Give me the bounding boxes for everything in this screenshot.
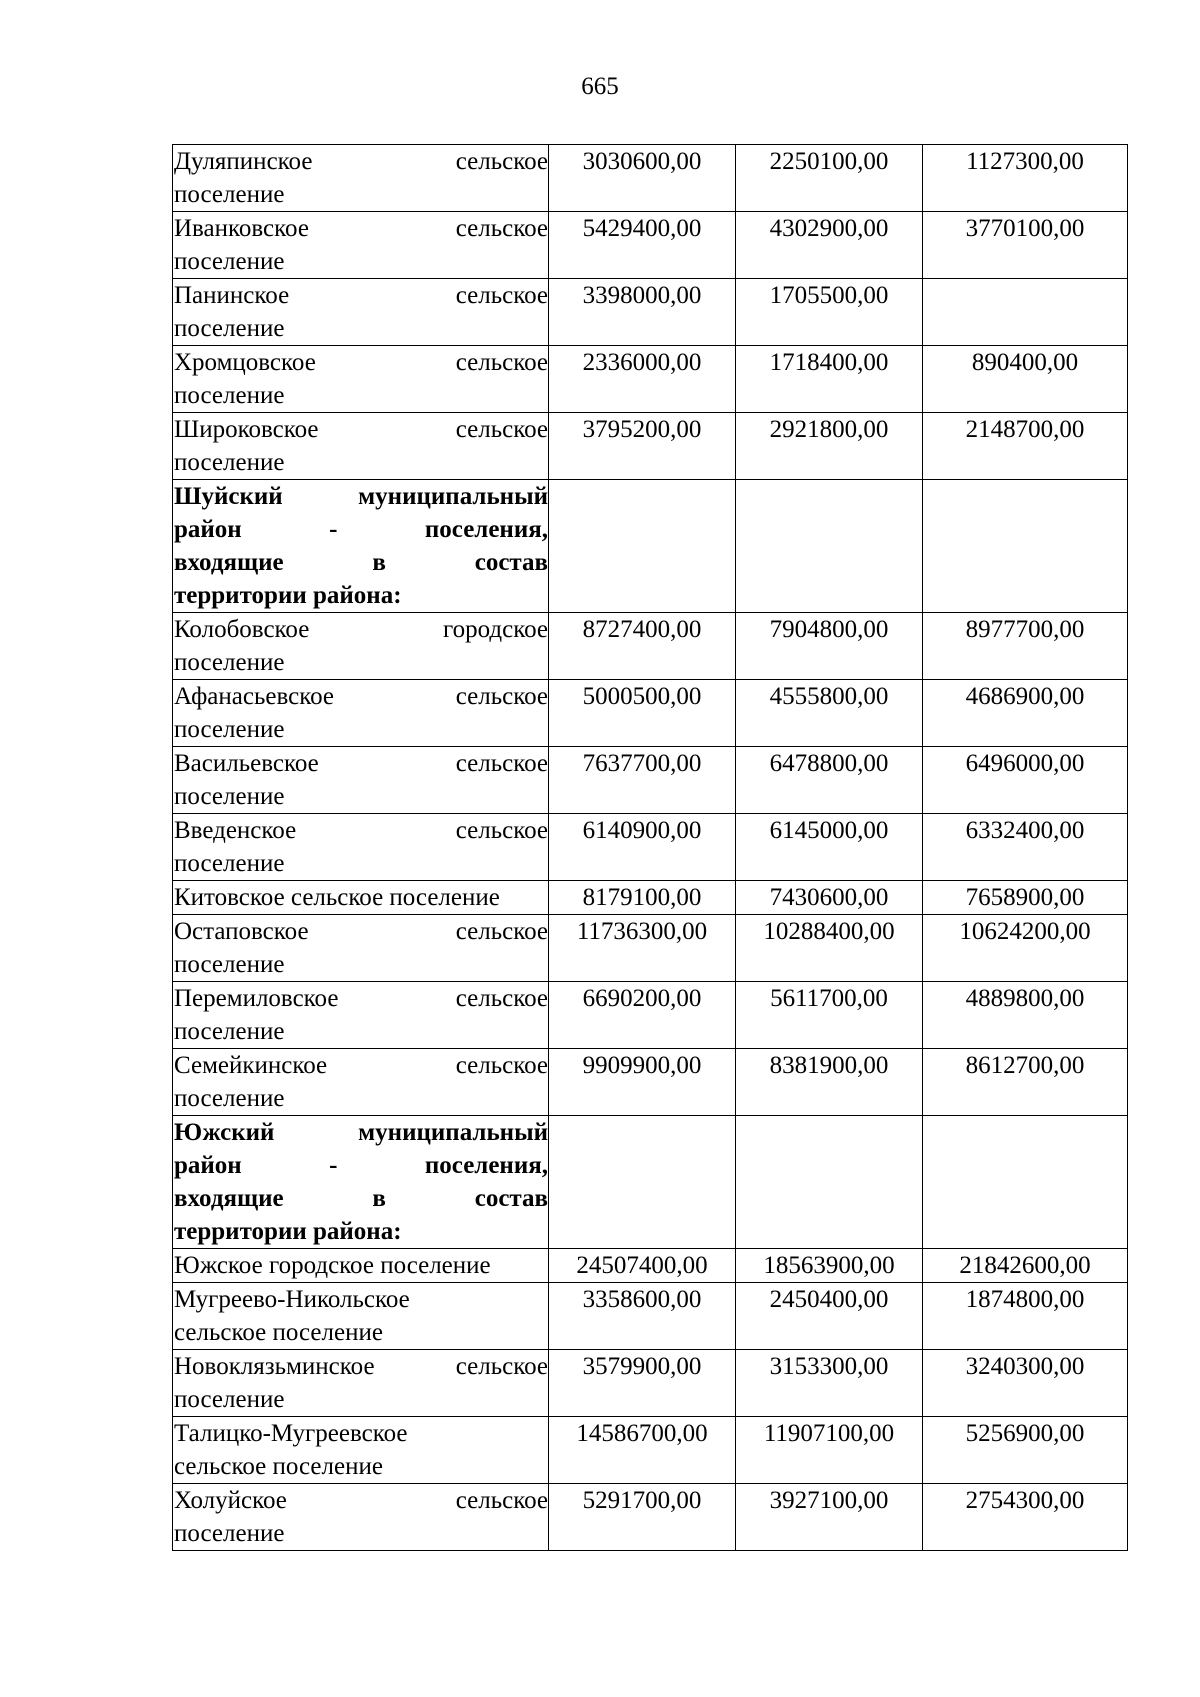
name-line: [174, 413, 548, 446]
name-word: Панинское: [174, 282, 290, 309]
name-word: поселение: [174, 449, 285, 476]
amount-cell-2: 8381900,00: [736, 1049, 923, 1116]
name-line: [174, 1249, 548, 1282]
name-word: -: [329, 516, 338, 543]
amount-cell-1: 8727400,00: [549, 613, 736, 680]
name-line: [174, 312, 548, 345]
settlement-name-cell: [173, 413, 549, 480]
settlement-name-cell: [173, 480, 549, 613]
amount-cell-1: 3358600,00: [549, 1283, 736, 1350]
amount-cell-1: 6690200,00: [549, 982, 736, 1049]
amount-cell-3: 10624200,00: [923, 915, 1128, 982]
name-word: Остаповское: [174, 918, 309, 945]
name-word: район: [174, 1152, 242, 1179]
settlement-name-cell: [173, 212, 549, 279]
name-word: Шуйский: [174, 483, 283, 510]
name-line: [174, 1316, 548, 1349]
amount-cell-1: 3398000,00: [549, 279, 736, 346]
name-line: [174, 915, 548, 948]
amount-cell-2: [736, 480, 923, 613]
amount-cell-2: 18563900,00: [736, 1249, 923, 1283]
name-word: городское: [442, 616, 548, 643]
name-word: сельское: [455, 215, 548, 242]
amount-cell-1: 3030600,00: [549, 145, 736, 212]
name-word: в: [372, 549, 386, 576]
name-word: входящие: [174, 549, 284, 576]
amount-cell-3: 4889800,00: [923, 982, 1128, 1049]
amount-cell-3: 2754300,00: [923, 1484, 1128, 1551]
settlement-name-cell: [173, 1350, 549, 1417]
table-row: [173, 1350, 1128, 1417]
amount-cell-3: [923, 480, 1128, 613]
amount-cell-2: 7904800,00: [736, 613, 923, 680]
settlement-name-cell: [173, 279, 549, 346]
name-word: сельское: [455, 349, 548, 376]
amount-cell-1: 5000500,00: [549, 680, 736, 747]
table-row: [173, 1049, 1128, 1116]
name-line: [174, 1116, 548, 1149]
amount-cell-3: 2148700,00: [923, 413, 1128, 480]
name-word: территории района:: [174, 1218, 402, 1245]
name-line: [174, 1417, 548, 1450]
amount-cell-3: 5256900,00: [923, 1417, 1128, 1484]
amount-cell-1: 8179100,00: [549, 881, 736, 915]
settlement-name-cell: [173, 613, 549, 680]
amount-cell-2: 2921800,00: [736, 413, 923, 480]
amount-cell-1: 5429400,00: [549, 212, 736, 279]
settlement-name-cell: [173, 747, 549, 814]
name-word: -: [329, 1152, 338, 1179]
name-word: Введенское: [174, 817, 297, 844]
section-header-row: [173, 480, 1128, 613]
name-line: [174, 480, 548, 513]
name-word: сельское: [455, 750, 548, 777]
name-word: Южский: [174, 1119, 275, 1146]
amount-cell-2: 1705500,00: [736, 279, 923, 346]
settlement-name-cell: [173, 1249, 549, 1283]
name-word: поселение: [174, 1085, 285, 1112]
table-row: [173, 881, 1128, 915]
amount-cell-2: 7430600,00: [736, 881, 923, 915]
name-word: Иванковское: [174, 215, 309, 242]
name-word: Семейкинское: [174, 1052, 328, 1079]
name-line: [174, 1049, 548, 1082]
name-word: состав: [474, 549, 548, 576]
name-word: поселение: [174, 382, 285, 409]
name-line: [174, 145, 548, 178]
name-word: Китовское сельское поселение: [174, 884, 500, 911]
settlement-name-cell: [173, 814, 549, 881]
settlement-name-cell: [173, 1116, 549, 1249]
amount-cell-3: 8977700,00: [923, 613, 1128, 680]
settlement-name-cell: [173, 1417, 549, 1484]
amount-cell-1: 7637700,00: [549, 747, 736, 814]
name-word: поселение: [174, 315, 285, 342]
amount-cell-1: 3579900,00: [549, 1350, 736, 1417]
table-row: [173, 613, 1128, 680]
amount-cell-2: 4302900,00: [736, 212, 923, 279]
name-word: Мугреево-Никольское: [174, 1286, 410, 1313]
name-line: [174, 982, 548, 1015]
amount-cell-3: 7658900,00: [923, 881, 1128, 915]
amount-cell-2: [736, 1116, 923, 1249]
table-row: [173, 212, 1128, 279]
amount-cell-3: 4686900,00: [923, 680, 1128, 747]
amount-cell-3: 21842600,00: [923, 1249, 1128, 1283]
amount-cell-1: 6140900,00: [549, 814, 736, 881]
name-line: [174, 780, 548, 813]
name-line: [174, 212, 548, 245]
amount-cell-2: 3927100,00: [736, 1484, 923, 1551]
amount-cell-1: 11736300,00: [549, 915, 736, 982]
name-word: входящие: [174, 1185, 284, 1212]
name-word: муниципальный: [358, 483, 548, 510]
amount-cell-2: 6145000,00: [736, 814, 923, 881]
name-line: [174, 747, 548, 780]
name-word: муниципальный: [358, 1119, 548, 1146]
name-word: поселения,: [424, 1152, 548, 1179]
amount-cell-3: 1874800,00: [923, 1283, 1128, 1350]
name-word: территории района:: [174, 582, 402, 609]
budget-table: [172, 144, 1128, 1551]
name-word: Широковское: [174, 416, 319, 443]
name-line: [174, 847, 548, 880]
name-word: поселение: [174, 181, 285, 208]
amount-cell-2: 10288400,00: [736, 915, 923, 982]
settlement-name-cell: [173, 1049, 549, 1116]
table-row: [173, 346, 1128, 413]
name-word: сельское: [455, 817, 548, 844]
name-line: [174, 245, 548, 278]
name-line: [174, 446, 548, 479]
name-line: [174, 579, 548, 612]
name-line: [174, 346, 548, 379]
name-word: сельское: [455, 1487, 548, 1514]
name-line: [174, 1182, 548, 1215]
amount-cell-2: 11907100,00: [736, 1417, 923, 1484]
settlement-name-cell: [173, 1484, 549, 1551]
name-word: сельское: [455, 985, 548, 1012]
amount-cell-1: [549, 1116, 736, 1249]
amount-cell-2: 5611700,00: [736, 982, 923, 1049]
name-line: [174, 279, 548, 312]
name-word: Дуляпинское: [174, 148, 313, 175]
table-row: [173, 915, 1128, 982]
name-line: [174, 1215, 548, 1248]
name-line: [174, 646, 548, 679]
amount-cell-2: 2450400,00: [736, 1283, 923, 1350]
name-word: поселение: [174, 783, 285, 810]
amount-cell-1: 5291700,00: [549, 1484, 736, 1551]
table-row: [173, 680, 1128, 747]
table-row: [173, 279, 1128, 346]
amount-cell-3: 6496000,00: [923, 747, 1128, 814]
name-line: [174, 513, 548, 546]
name-word: сельское: [455, 1052, 548, 1079]
name-line: [174, 1350, 548, 1383]
name-word: сельское поселение: [174, 1319, 383, 1346]
name-line: [174, 379, 548, 412]
name-line: [174, 546, 548, 579]
table-row: [173, 814, 1128, 881]
name-word: поселение: [174, 248, 285, 275]
name-line: [174, 680, 548, 713]
table-row: [173, 1249, 1128, 1283]
name-word: сельское: [455, 282, 548, 309]
name-word: Колобовское: [174, 616, 310, 643]
name-line: [174, 881, 548, 914]
amount-cell-2: 4555800,00: [736, 680, 923, 747]
name-word: Холуйское: [174, 1487, 287, 1514]
amount-cell-2: 1718400,00: [736, 346, 923, 413]
name-line: [174, 1283, 548, 1316]
name-line: [174, 1484, 548, 1517]
name-word: сельское: [455, 918, 548, 945]
name-line: [174, 1149, 548, 1182]
table-row: [173, 982, 1128, 1049]
name-word: сельское: [455, 683, 548, 710]
settlement-name-cell: [173, 915, 549, 982]
amount-cell-3: 3770100,00: [923, 212, 1128, 279]
amount-cell-3: 890400,00: [923, 346, 1128, 413]
amount-cell-3: 1127300,00: [923, 145, 1128, 212]
name-word: в: [372, 1185, 386, 1212]
name-word: поселение: [174, 850, 285, 877]
settlement-name-cell: [173, 346, 549, 413]
table-row: [173, 747, 1128, 814]
amount-cell-2: 2250100,00: [736, 145, 923, 212]
amount-cell-3: 3240300,00: [923, 1350, 1128, 1417]
name-line: [174, 1450, 548, 1483]
amount-cell-1: 3795200,00: [549, 413, 736, 480]
name-word: Хромцовское: [174, 349, 316, 376]
name-word: поселения,: [424, 516, 548, 543]
amount-cell-3: [923, 1116, 1128, 1249]
name-word: Новоклязьминское: [174, 1353, 375, 1380]
name-word: Талицко-Мугреевское: [174, 1420, 408, 1447]
name-word: поселение: [174, 1386, 285, 1413]
amount-cell-3: [923, 279, 1128, 346]
name-word: Афанасьевское: [174, 683, 334, 710]
table-row: [173, 1484, 1128, 1551]
amount-cell-1: [549, 480, 736, 613]
name-word: поселение: [174, 649, 285, 676]
name-word: Южское городское поселение: [174, 1252, 491, 1279]
settlement-name-cell: [173, 145, 549, 212]
settlement-name-cell: [173, 1283, 549, 1350]
name-line: [174, 1383, 548, 1416]
amount-cell-3: 6332400,00: [923, 814, 1128, 881]
amount-cell-1: 24507400,00: [549, 1249, 736, 1283]
name-word: Васильевское: [174, 750, 319, 777]
settlement-name-cell: [173, 680, 549, 747]
name-word: сельское: [455, 416, 548, 443]
table-body: [173, 145, 1128, 1551]
name-word: район: [174, 516, 242, 543]
name-line: [174, 1082, 548, 1115]
name-line: [174, 814, 548, 847]
name-word: состав: [474, 1185, 548, 1212]
name-word: поселение: [174, 1520, 285, 1547]
amount-cell-2: 3153300,00: [736, 1350, 923, 1417]
amount-cell-1: 9909900,00: [549, 1049, 736, 1116]
name-word: поселение: [174, 716, 285, 743]
name-line: [174, 178, 548, 211]
name-word: сельское поселение: [174, 1453, 383, 1480]
amount-cell-3: 8612700,00: [923, 1049, 1128, 1116]
table-row: [173, 145, 1128, 212]
name-line: [174, 613, 548, 646]
name-line: [174, 1015, 548, 1048]
name-word: поселение: [174, 1018, 285, 1045]
amount-cell-1: 14586700,00: [549, 1417, 736, 1484]
name-line: [174, 713, 548, 746]
name-word: Перемиловское: [174, 985, 339, 1012]
amount-cell-2: 6478800,00: [736, 747, 923, 814]
name-line: [174, 1517, 548, 1550]
name-line: [174, 948, 548, 981]
settlement-name-cell: [173, 881, 549, 915]
section-header-row: [173, 1116, 1128, 1249]
amount-cell-1: 2336000,00: [549, 346, 736, 413]
settlement-name-cell: [173, 982, 549, 1049]
name-word: поселение: [174, 951, 285, 978]
page-number: 665: [581, 73, 619, 100]
name-word: сельское: [455, 1353, 548, 1380]
table-row: [173, 1417, 1128, 1484]
name-word: сельское: [455, 148, 548, 175]
table-row: [173, 413, 1128, 480]
table-row: [173, 1283, 1128, 1350]
